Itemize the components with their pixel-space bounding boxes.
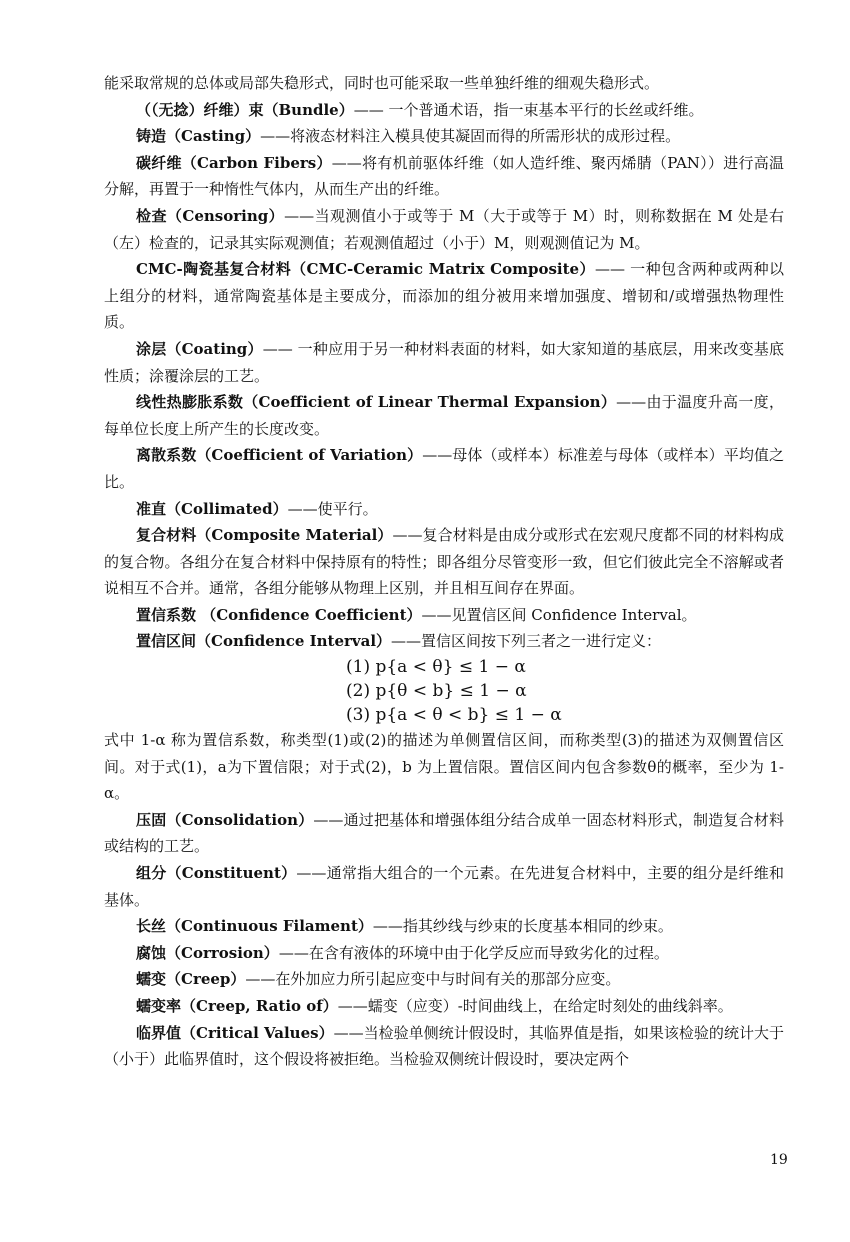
- term-definition: ——置信区间按下列三者之一进行定义：: [391, 632, 662, 651]
- definition-paragraph: [104, 727, 784, 807]
- definition-paragraph: [104, 1020, 784, 1073]
- term-heading: 腐蚀（Corrosion）: [136, 943, 279, 962]
- definition-paragraph: [104, 913, 784, 940]
- term-heading: CMC-陶瓷基复合材料（CMC-Ceramic Matrix Composite）: [136, 260, 595, 279]
- paragraph-group-2: [104, 727, 784, 1073]
- term-definition: ——将液态材料注入模具使其凝固而得的所需形状的成形过程。: [260, 127, 681, 146]
- term-heading: 涂层（Coating）: [136, 339, 263, 358]
- term-definition: —— 一个普通术语，指一束基本平行的长丝或纤维。: [353, 100, 704, 119]
- definition-paragraph: [104, 940, 784, 967]
- definition-paragraph: [104, 203, 784, 256]
- term-heading: 置信区间（Confidence Interval）: [136, 632, 392, 651]
- definition-paragraph: [104, 807, 784, 860]
- definition-paragraph: [104, 256, 784, 336]
- term-heading: 压固（Consolidation）: [136, 810, 314, 829]
- term-heading: （（无捻）纤维）束（Bundle）: [136, 100, 354, 119]
- definition-paragraph: [104, 123, 784, 150]
- term-heading: 长丝（Continuous Filament）: [136, 917, 373, 936]
- definition-paragraph: [104, 628, 784, 655]
- term-heading: 线性热膨胀系数（Coefficient of Linear Thermal Expansion）: [136, 393, 617, 412]
- definition-paragraph: [104, 70, 784, 97]
- definition-paragraph: [104, 97, 784, 124]
- term-definition: ——由于温度升高一度，每单位长度上所产生的长度改变。: [104, 393, 784, 438]
- term-definition: ——母体（或样本）标准差与母体（或样本）平均值之比。: [104, 446, 784, 491]
- definition-paragraph: [104, 860, 784, 913]
- term-heading: 准直（Collimated）: [136, 499, 288, 518]
- term-heading: 复合材料（Composite Material）: [136, 526, 393, 545]
- term-heading: 蠕变（Creep）: [136, 970, 246, 989]
- term-heading: 碳纤维（Carbon Fibers）: [136, 153, 332, 172]
- term-definition: ——蠕变（应变）-时间曲线上，在给定时刻处的曲线斜率。: [337, 997, 733, 1015]
- page-body: [104, 70, 784, 1073]
- definition-paragraph: [104, 496, 784, 523]
- term-heading: 离散系数（Coefficient of Variation）: [136, 446, 423, 465]
- term-definition: ——在外加应力所引起应变中与时间有关的那部分应变。: [245, 970, 621, 989]
- term-heading: 置信系数 （Confidence Coefficient）: [136, 605, 422, 624]
- definition-paragraph: [104, 966, 784, 993]
- definition-paragraph: [104, 150, 784, 203]
- term-definition: ——使平行。: [287, 499, 378, 518]
- definition-paragraph: [104, 442, 784, 495]
- formula-2: (2) p{θ < b} ≤ 1 − α: [346, 681, 527, 702]
- term-definition: —— 一种应用于另一种材料表面的材料，如大家知道的基底层，用来改变基底性质；涂覆涂层的工艺。: [104, 339, 784, 385]
- term-definition: ——见置信区间 Confidence Interval。: [421, 605, 697, 624]
- term-definition: 能采取常规的总体或局部失稳形式，同时也可能采取一些单独纤维的细观失稳形式。: [104, 74, 660, 92]
- term-definition: ——复合材料是由成分或形式在宏观尺度都不同的材料构成的复合物。各组分在复合材料中保持原有的特性；即各组分尽管变形一致，但它们彼此完全不溶解或者说相互不合并。通常，各组分能够从物理上区别，并且相互间存在界面。: [104, 526, 784, 598]
- term-definition: ——将有机前驱体纤维（如人造纤维、聚丙烯腈（PAN））进行高温分解，再置于一种惰性气体内，从而生产出的纤维。: [104, 153, 784, 199]
- term-heading: 铸造（Casting）: [136, 127, 261, 146]
- definition-paragraph: [104, 389, 784, 442]
- term-definition: ——在含有液体的环境中由于化学反应而导致劣化的过程。: [278, 943, 669, 962]
- term-definition: 式中 1-α 称为置信系数，称类型(1)或(2)的描述为单侧置信区间，而称类型(3)的描述为双侧置信区间。对于式(1)，a为下置信限；对于式(2)，b 为上置信限。置信区间内包含参数θ的概率，至少为 1-α。: [104, 731, 784, 803]
- definition-paragraph: [104, 336, 784, 389]
- formula-3: (3) p{a < θ < b} ≤ 1 − α: [346, 705, 562, 726]
- term-heading: 组分（Constituent）: [136, 864, 297, 883]
- term-definition: ——通过把基体和增强体组分结合成单一固态材料形式，制造复合材料或结构的工艺。: [104, 810, 784, 856]
- term-definition: ——当观测值小于或等于 M（大于或等于 M）时，则称数据在 M 处是右（左）检查的，记录其实际观测值；若观测值超过（小于）M，则观测值记为 M。: [104, 206, 784, 252]
- term-definition: ——指其纱线与纱束的长度基本相同的纱束。: [372, 917, 673, 936]
- formula-list: [104, 655, 784, 727]
- formula-1: (1) p{a < θ} ≤ 1 − α: [346, 657, 526, 678]
- definition-paragraph: [104, 522, 784, 602]
- term-heading: 临界值（Critical Values）: [136, 1023, 334, 1042]
- term-definition: —— 一种包含两种或两种以上组分的材料，通常陶瓷基体是主要成分，而添加的组分被用来增加强度、增韧和/或增强热物理性质。: [104, 260, 784, 332]
- page-number: 19: [770, 1152, 788, 1168]
- term-heading: 检查（Censoring）: [136, 206, 285, 225]
- term-definition: ——当检验单侧统计假设时，其临界值是指，如果该检验的统计大于（小于）此临界值时，这个假设将被拒绝。当检验双侧统计假设时，要决定两个: [104, 1023, 784, 1069]
- definition-paragraph: [104, 602, 784, 629]
- term-definition: ——通常指大组合的一个元素。在先进复合材料中，主要的组分是纤维和基体。: [104, 864, 784, 909]
- term-heading: 蠕变率（Creep, Ratio of）: [136, 997, 338, 1015]
- definition-paragraph: [104, 993, 784, 1020]
- paragraph-group-1: [104, 70, 784, 655]
